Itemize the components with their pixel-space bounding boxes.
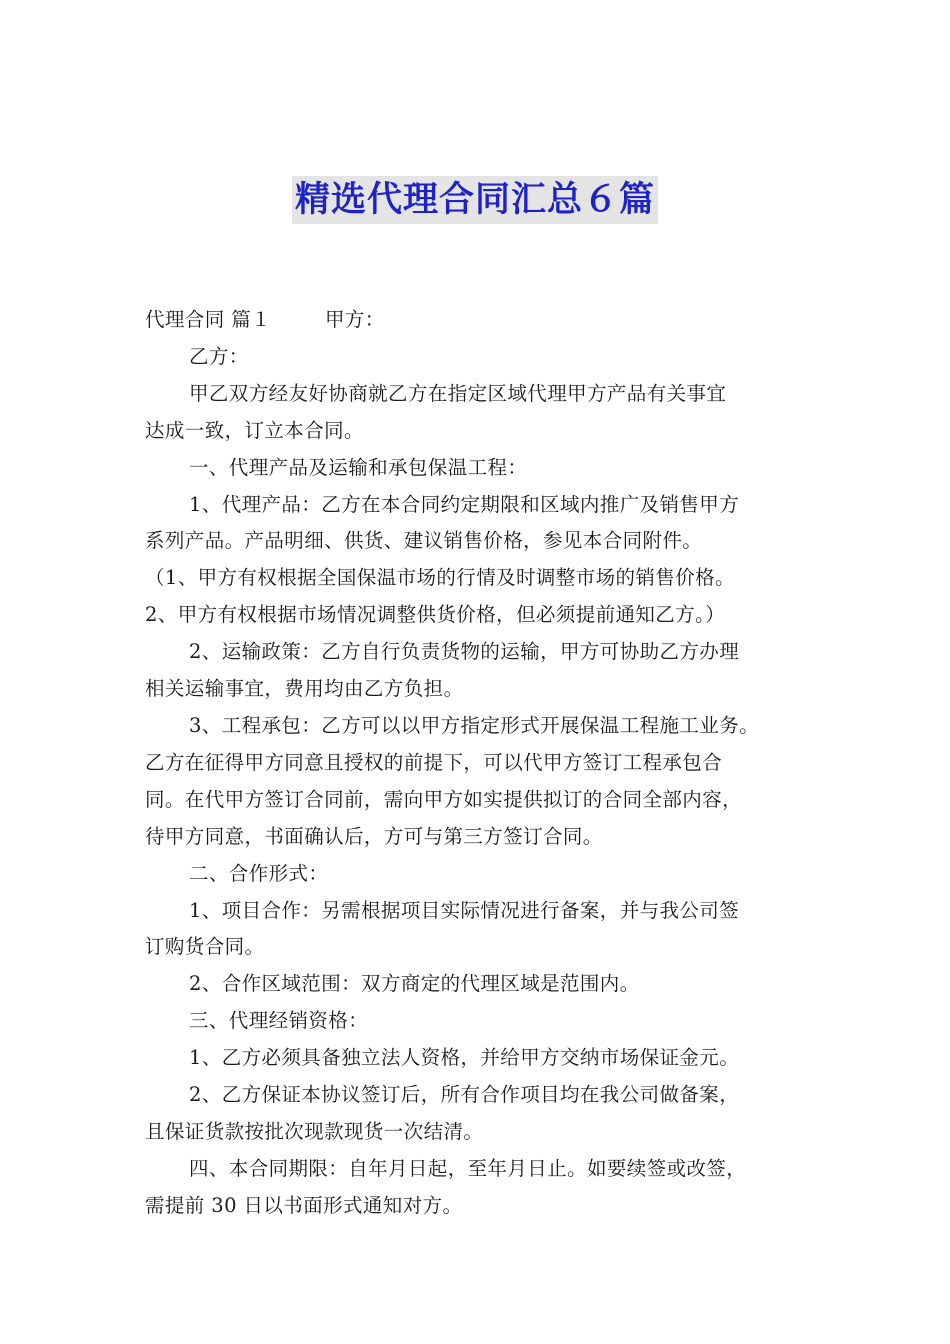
paragraph-line: 3、工程承包：乙方可以以甲方指定形式开展保温工程施工业务。 xyxy=(189,713,760,737)
paragraph-line: 1、代理产品：乙方在本合同约定期限和区域内推广及销售甲方 xyxy=(189,492,740,516)
paragraph-line: 需提前 30 日以书面形式通知对方。 xyxy=(145,1193,463,1217)
paragraph-line: 待甲方同意，书面确认后，方可与第三方签订合同。 xyxy=(145,824,603,848)
clause-heading: 一、代理产品及运输和承包保温工程： xyxy=(189,455,528,479)
clause-heading: 二、合作形式： xyxy=(189,861,329,885)
document-title-block xyxy=(0,176,950,224)
paragraph-line: 甲乙双方经友好协商就乙方在指定区域代理甲方产品有关事宜 xyxy=(189,381,727,405)
party-a-label: 甲方： xyxy=(325,308,385,331)
paragraph-line: 相关运输事宜，费用均由乙方负担。 xyxy=(145,677,464,701)
paragraph-line: 1、项目合作：另需根据项目实际情况进行备案，并与我公司签 xyxy=(189,898,740,922)
paragraph-line: 达成一致，订立本合同。 xyxy=(145,418,364,442)
paragraph-line: 系列产品。产品明细、供货、建议销售价格，参见本合同附件。 xyxy=(145,529,703,553)
paragraph-line: 2、运输政策：乙方自行负责货物的运输，甲方可协助乙方办理 xyxy=(189,640,740,664)
clause-heading: 四、本合同期限：自年月日起，至年月日止。如要续签或改签， xyxy=(189,1156,747,1180)
party-b-label: 乙方： xyxy=(189,344,249,368)
paragraph-line: 乙方在征得甲方同意且授权的前提下，可以代甲方签订工程承包合 xyxy=(145,750,723,774)
paragraph-line xyxy=(145,302,835,339)
paragraph-line: 1、乙方必须具备独立法人资格，并给甲方交纳市场保证金元。 xyxy=(189,1046,740,1070)
paragraph-line: 2、合作区域范围：双方商定的代理区域是范围内。 xyxy=(189,972,640,996)
paragraph-line: 同。在代甲方签订合同前，需向甲方如实提供拟订的合同全部内容， xyxy=(145,787,743,811)
document-title: 精选代理合同汇总６篇 xyxy=(292,176,658,224)
paragraph-line: 订购货合同。 xyxy=(145,935,265,959)
paragraph-line: （1、甲方有权根据全国保温市场的行情及时调整市场的销售价格。 xyxy=(145,566,735,590)
clause-heading: 三、代理经销资格： xyxy=(189,1009,369,1033)
paragraph-line: 且保证货款按批次现款现货一次结清。 xyxy=(145,1119,484,1143)
paragraph-line: 2、甲方有权根据市场情况调整供货价格，但必须提前通知乙方。） xyxy=(145,603,726,627)
document-body xyxy=(145,302,835,1225)
section-heading: 代理合同 篇１ xyxy=(145,308,271,331)
paragraph-line: 2、乙方保证本协议签订后，所有合作项目均在我公司做备案， xyxy=(189,1083,740,1107)
